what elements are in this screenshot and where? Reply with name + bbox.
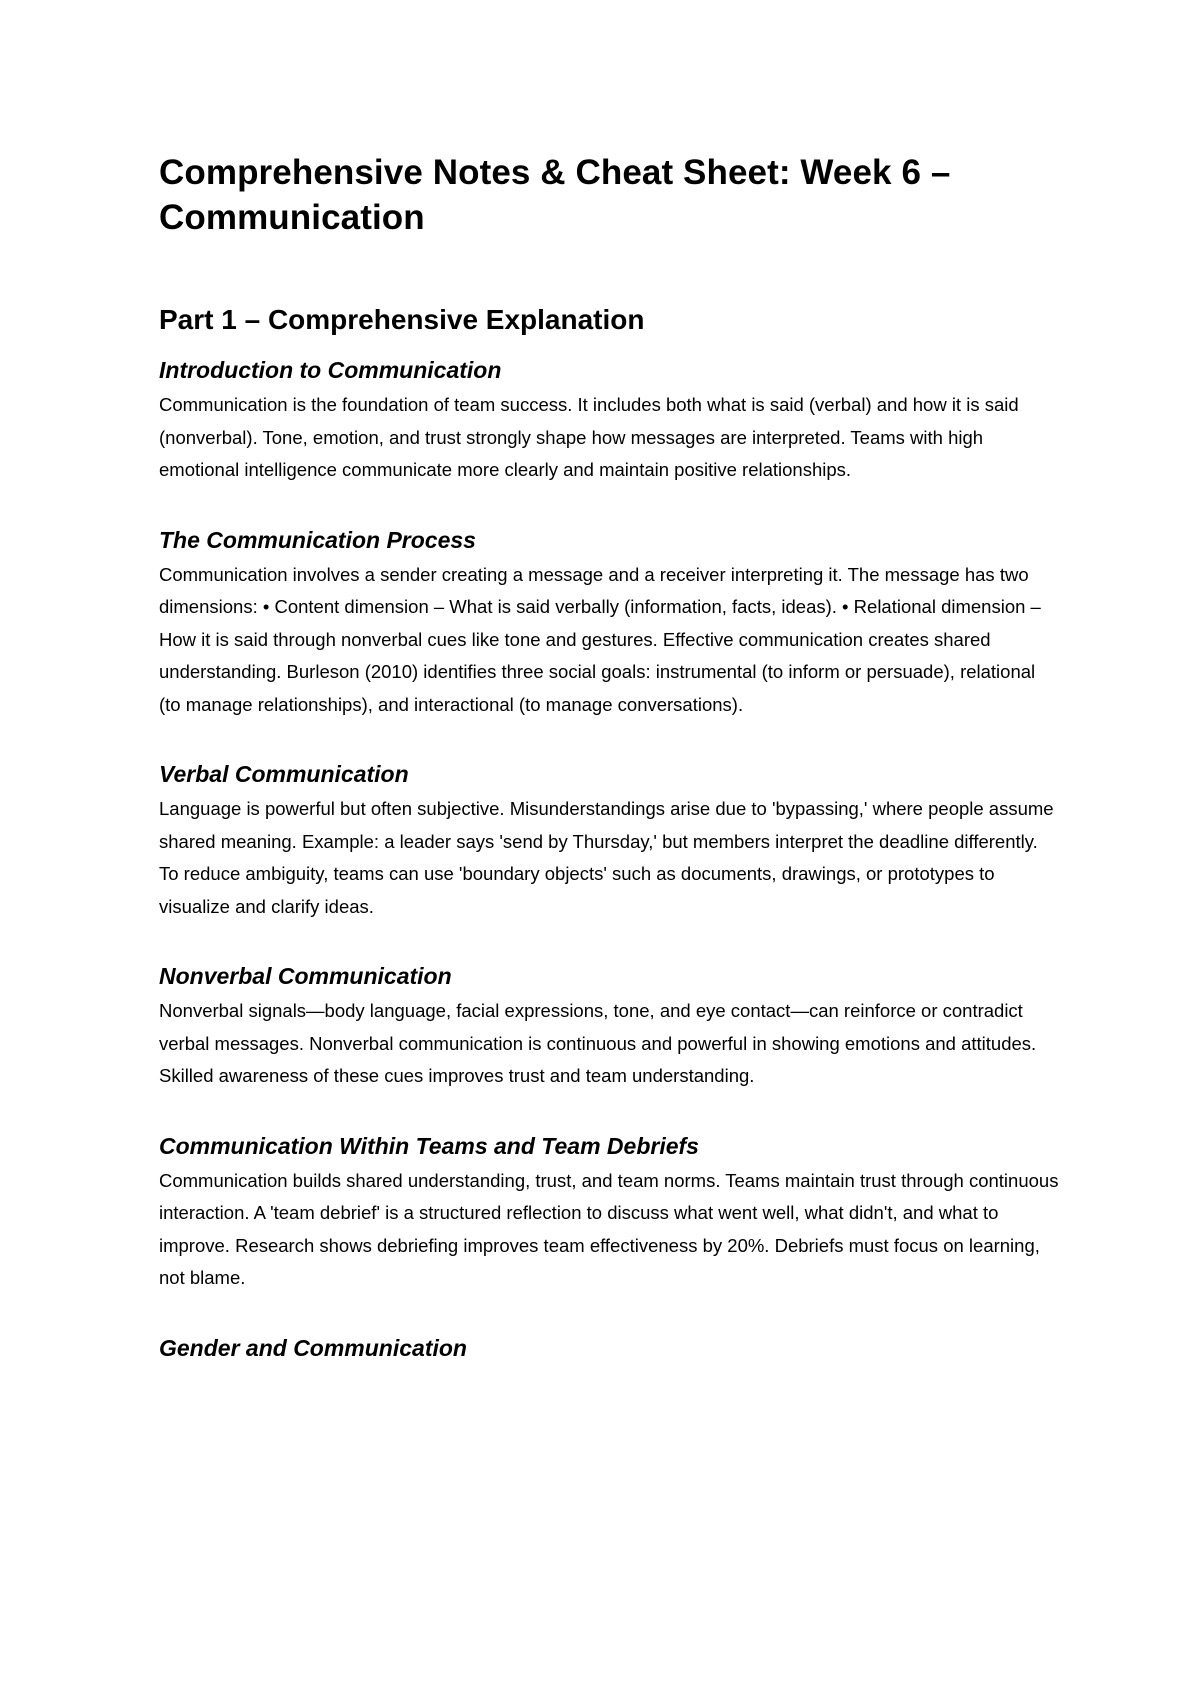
section-verbal-communication [159,759,1059,923]
section-introduction [159,355,1059,487]
section-body: Language is powerful but often subjective. Misunderstandings arise due to 'bypassing,' where people assume shared meaning. Example: a leader says 'send by Thursday,' but members interpret the deadline differently. To reduce ambiguity, teams can use 'boundary objects' such as documents, drawings, or prototypes to visualize and clarify ideas. [159,798,1054,917]
section-body: Communication builds shared understanding, trust, and team norms. Teams maintain trust through continuous interaction. A 'team debrief' is a structured reflection to discuss what went well, what didn't, and what to improve. Research shows debriefing improves team effectiveness by 20%. Debriefs must focus on learning, not blame. [159,1169,1059,1288]
section-heading: Gender and Communication [159,1334,467,1361]
section-heading: Verbal Communication [159,761,409,787]
document-title: Comprehensive Notes & Cheat Sheet: Week 6 – Communication [159,153,951,237]
section-heading: Introduction to Communication [159,357,502,383]
section-gender-communication [159,1333,1059,1363]
part-heading: Part 1 – Comprehensive Explanation [159,304,645,335]
section-body: Communication involves a sender creating a message and a receiver interpreting it. The message has two dimensions: • Content dimension – What is said verbally (information, facts, ideas). • Relational dimension – How it is said through nonverbal cues like tone and gestures. Effective communication creates shared understanding. Burleson (2010) identifies three social goals: instrumental (to inform or persuade), relational (to manage relationships), and interactional (to manage conversations). [159,563,1041,715]
section-nonverbal-communication [159,961,1059,1093]
section-heading: Communication Within Teams and Team Debriefs [159,1132,699,1159]
section-team-debriefs [159,1131,1059,1295]
section-heading: The Communication Process [159,526,476,553]
section-body: Communication is the foundation of team success. It includes both what is said (verbal) and how it is said (nonverbal). Tone, emotion, and trust strongly shape how messages are interpreted. Teams with high emotional intelligence communicate more clearly and maintain positive relationships. [159,394,1019,480]
section-heading: Nonverbal Communication [159,963,452,989]
section-communication-process [159,525,1059,722]
section-body: Nonverbal signals—body language, facial expressions, tone, and eye contact—can reinforce or contradict verbal messages. Nonverbal communication is continuous and powerful in showing emotions and attitudes. Skilled awareness of these cues improves trust and team understanding. [159,1000,1037,1086]
document-content [159,150,1059,1401]
